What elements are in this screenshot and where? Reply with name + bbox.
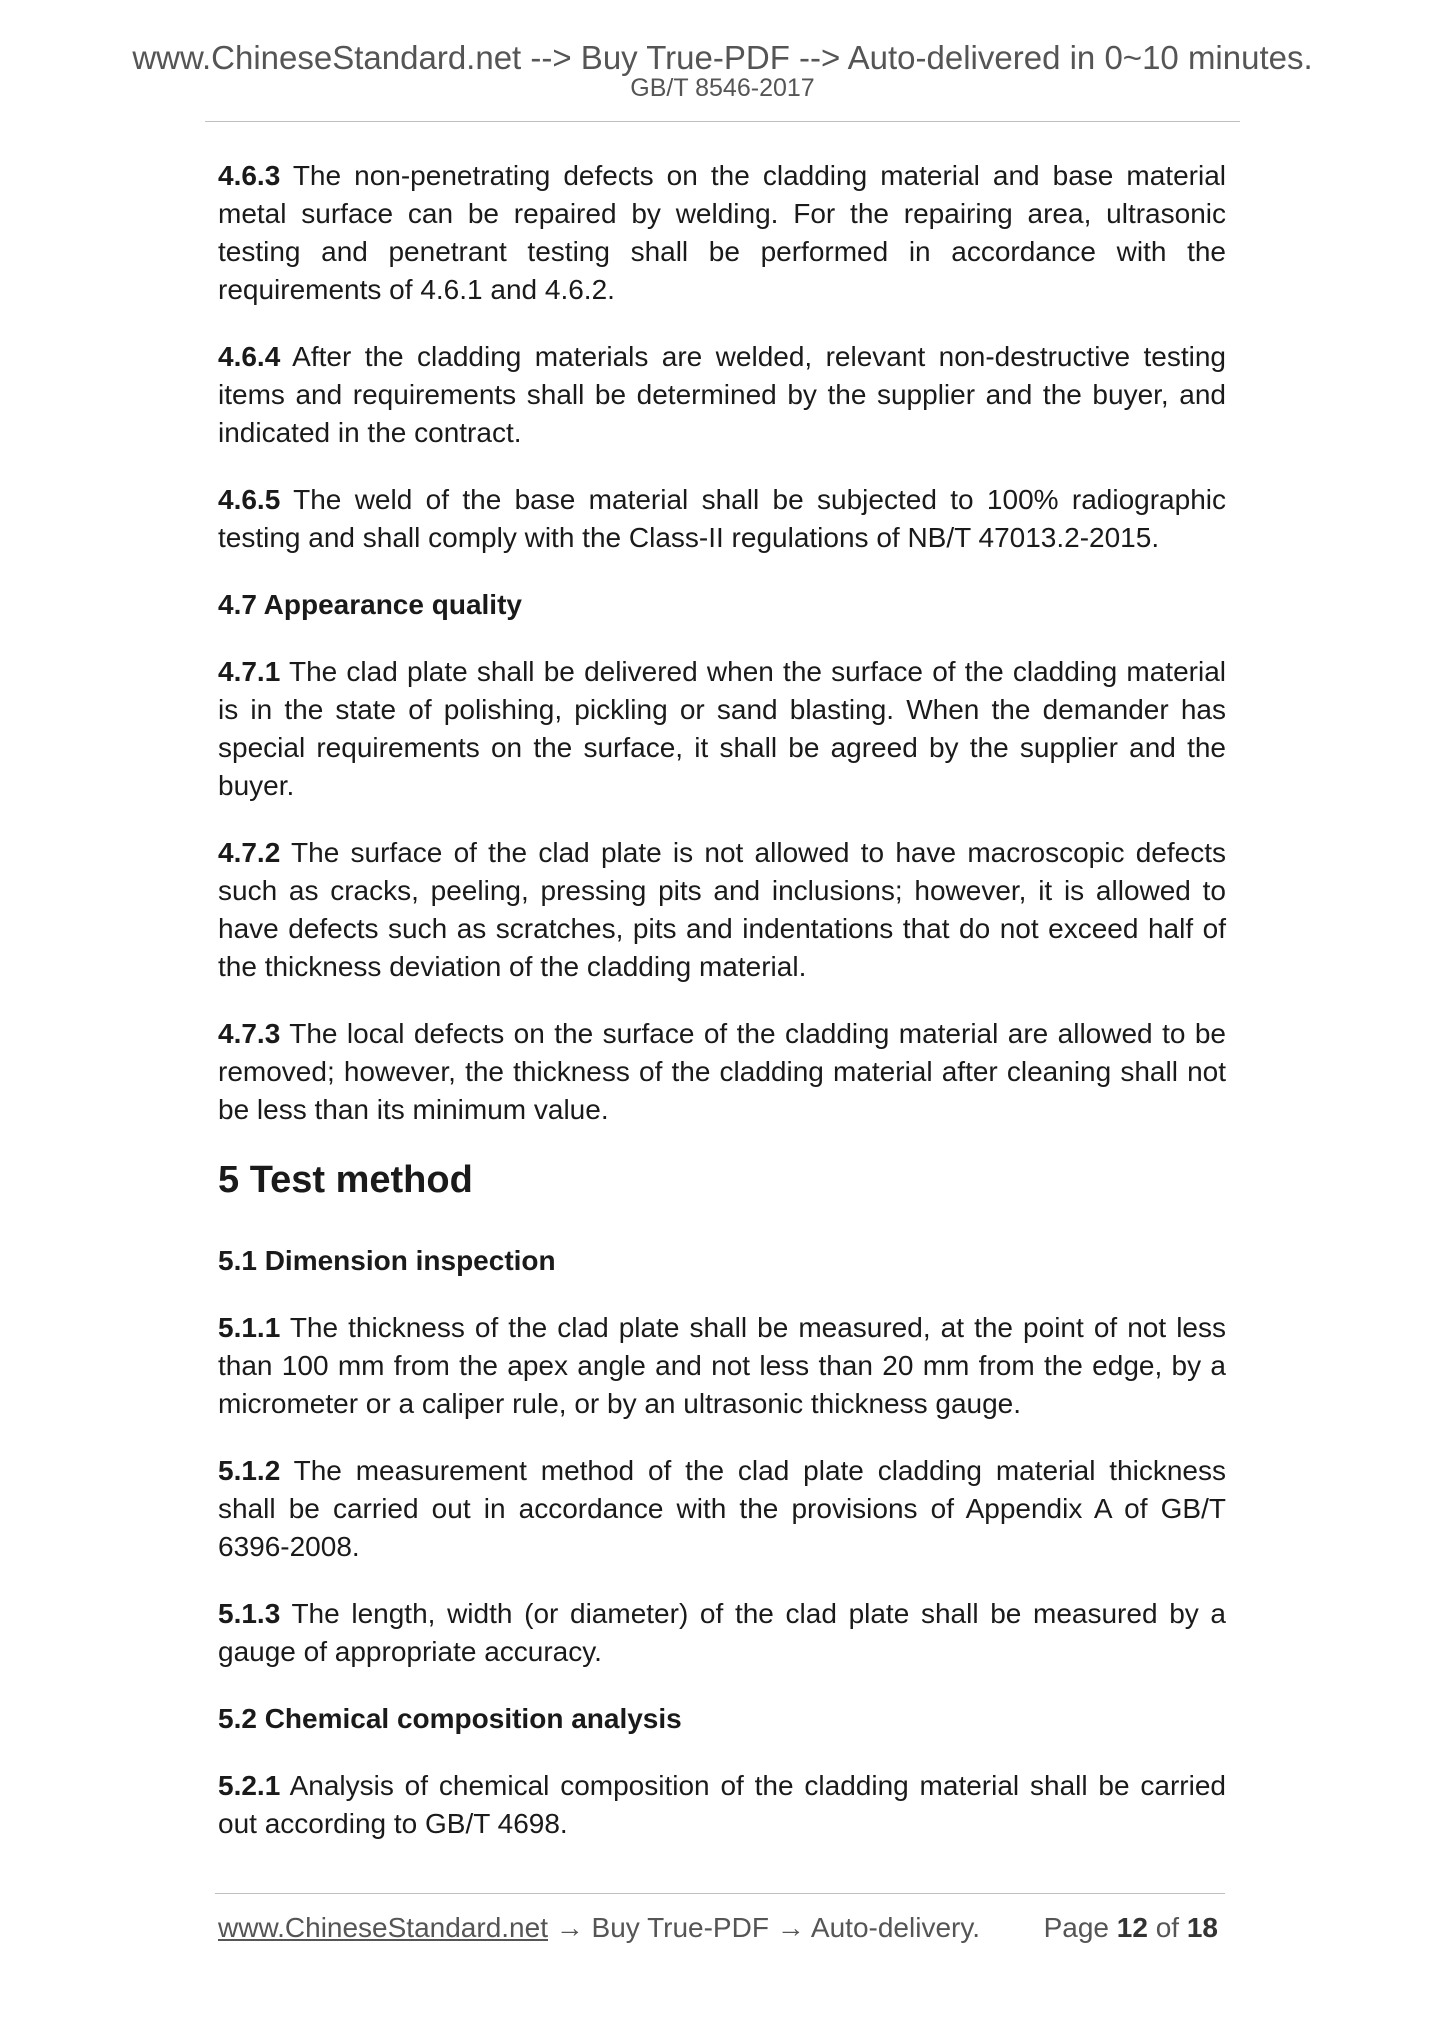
clause-number: 5.1.1 [218, 1312, 281, 1343]
clause-5-2-1 [218, 1767, 1226, 1843]
clause-4-6-5 [218, 481, 1226, 557]
site-link[interactable]: www.ChineseStandard.net [218, 1912, 548, 1943]
clause-number: 5.2.1 [218, 1770, 281, 1801]
clause-4-7-1 [218, 653, 1226, 805]
clause-text: The length, width (or diameter) of the clad plate shall be measured by a gauge of appropriate accuracy. [218, 1598, 1226, 1667]
clause-4-7-3 [218, 1015, 1226, 1129]
clause-text: The surface of the clad plate is not allowed to have macroscopic defects such as cracks, peeling, pressing pits and inclusions; however, it is allowed to have defects such as scratches, pits and indentations that do not exceed half of the thickness deviation of the cladding material. [218, 837, 1226, 982]
clause-text: The non-penetrating defects on the cladding material and base material metal surface can be repaired by welding. For the repairing area, ultrasonic testing and penetrant testing shall be performed in accordance with the requirements of 4.6.1 and 4.6.2. [218, 160, 1226, 305]
clause-4-7-2 [218, 834, 1226, 986]
clause-text: The clad plate shall be delivered when the surface of the cladding material is in the state of polishing, pickling or sand blasting. When the demander has special requirements on the surface, it shall be agreed by the supplier and the buyer. [218, 656, 1226, 801]
clause-4-6-4 [218, 338, 1226, 452]
heading-5: 5 Test method [218, 1159, 473, 1201]
standard-code: GB/T 8546-2017 [630, 74, 815, 102]
header-divider [205, 121, 1240, 122]
clause-4-6-3 [218, 157, 1226, 309]
footer-tagline: → Buy True-PDF → Auto-delivery. [547, 1912, 981, 1943]
of-label: of [1147, 1912, 1187, 1943]
heading-5-1: 5.1 Dimension inspection [218, 1245, 556, 1276]
clause-text: The thickness of the clad plate shall be measured, at the point of not less than 100 mm from the apex angle and not less than 20 mm from the edge, by a micrometer or a caliper rule, or by an ultrasonic thickness gauge. [218, 1312, 1226, 1419]
page-total: 18 [1186, 1912, 1218, 1943]
clause-number: 4.7.1 [218, 656, 281, 687]
heading-5-2: 5.2 Chemical composition analysis [218, 1703, 682, 1734]
clause-number: 5.1.3 [218, 1598, 281, 1629]
page-current: 12 [1116, 1912, 1148, 1943]
clause-number: 4.7.2 [218, 837, 281, 868]
heading-4-7: 4.7 Appearance quality [218, 589, 522, 620]
clause-number: 4.6.3 [218, 160, 281, 191]
clause-number: 5.1.2 [218, 1455, 281, 1486]
clause-text: The weld of the base material shall be subjected to 100% radiographic testing and shall comply with the Class-II regulations of NB/T 47013.2-2015. [218, 484, 1226, 553]
clause-5-1-3 [218, 1595, 1226, 1671]
page-indicator [1044, 1910, 1218, 1946]
clause-number: 4.6.4 [218, 341, 281, 372]
clause-number: 4.7.3 [218, 1018, 281, 1049]
footer-divider [215, 1893, 1225, 1894]
footer-promo [218, 1910, 980, 1946]
clause-number: 4.6.5 [218, 484, 281, 515]
clause-text: The local defects on the surface of the cladding material are allowed to be removed; however, the thickness of the cladding material after cleaning shall not be less than its minimum value. [218, 1018, 1226, 1125]
clause-text: The measurement method of the clad plate cladding material thickness shall be carried out in accordance with the provisions of Appendix A of GB/T 6396-2008. [218, 1455, 1226, 1562]
document-body [218, 157, 1226, 1872]
clause-text: After the cladding materials are welded, relevant non-destructive testing items and requirements shall be determined by the supplier and the buyer, and indicated in the contract. [218, 341, 1226, 448]
header-banner: www.ChineseStandard.net --> Buy True-PDF --> Auto-delivered in 0~10 minutes. [132, 39, 1313, 76]
page-label: Page [1043, 1912, 1117, 1943]
clause-text: Analysis of chemical composition of the cladding material shall be carried out according to GB/T 4698. [218, 1770, 1226, 1839]
clause-5-1-1 [218, 1309, 1226, 1423]
clause-5-1-2 [218, 1452, 1226, 1566]
